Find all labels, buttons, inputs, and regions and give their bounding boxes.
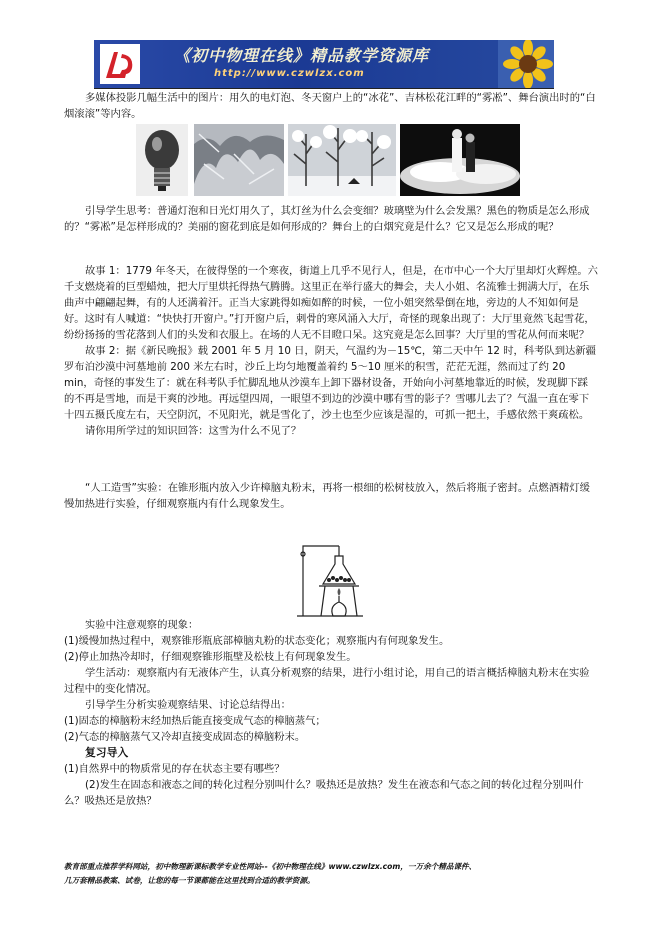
note-2: (2)停止加热冷却时，仔细观察锥形瓶壁及松枝上有何现象发生。 [64,651,357,663]
header-banner [94,40,554,88]
notes-title: 实验中注意观察的现象： [85,619,199,631]
photo-strip [136,124,520,196]
story-1-text: 故事 1：1779 年冬天，在彼得堡的一个寒夜，街道上几乎不见行人，但是，在市中心一个大厅里却灯火辉煌。六千支燃烧着的巨型蜡烛，把大厅里烘托得热气腾腾。这里正在举行盛大的舞会，夫人小姐、名流雅士拥满大厅，在乐曲声中翩翩起舞，有的人还满着汗。正当大家跳得如痴如醉的时候，一位小姐突然晕倒在地，旁边的人不知如何是好。这时有人喊道：“快快打开窗户。”打开窗户后，刺骨的寒风涌入大厅，奇怪的现象出现了：大厅里竟然飞起雪花，纷纷扬扬的雪花落到人们的头发和衣服上。在场的人无不目瞪口呆。这究竟是怎么回事？大厅里的雪花从何而来呢？ [64,265,598,341]
story-2-text: 故事 2：据《新民晚报》载 2001 年 5 月 10 日，阴天，气温约为－15℃，第二天中午 12 时，科考队到达新疆罗布泊沙漠中河墓地前 200 米左右时，沙丘上均匀地覆盖着约 5～10 厘米的积雪，茫茫无涯，然而过了约 20 min，奇怪的事发生了：就在科考队手忙脚乱地从沙漠车上卸下器材设备，开始向小河墓地靠近的时候，发现脚下踩的不再是雪地，而是干爽的沙地。再远望四周，一眼望不到边的沙漠中哪有雪的影子？雪哪儿去了？气温一直在零下十四五摄氏度左右，天空阴沉，不见阳光，就是雪化了，沙土也至少应该是湿的，可抓一把土，手感依然干爽疏松。 [64,345,596,421]
site-url[interactable]: http://www.czwlzx.com [214,68,365,79]
lightbulb-photo [136,124,188,196]
intro-text: 多媒体投影几幅生活中的图片：用久的电灯泡、冬天窗户上的“冰花”、吉林松花江畔的“雾凇”、舞台演出时的“白烟滚滚”等内容。 [64,92,596,120]
review-heading: 复习导入 [85,746,129,759]
intro-paragraph [64,90,598,122]
experiment-paragraph [64,480,598,512]
observation-block [64,617,598,809]
summary-intro: 引导学生分析实验观察结果、讨论总结得出： [85,699,291,711]
stage-smoke-photo [400,124,520,196]
summary-1: (1)固态的樟脑粉末经加热后能直接变成气态的樟脑蒸气； [64,715,326,727]
review-1: (1)自然界中的物质常见的存在状态主要有哪些？ [64,763,285,775]
review-2: (2)发生在固态和液态之间的转化过程分别叫什么？吸热还是放热？发生在液态和气态之间的转化过程分别叫什么？吸热还是放热？ [64,779,584,807]
experiment-apparatus-diagram [295,540,367,618]
site-logo-icon [100,44,140,84]
think-paragraph [64,203,598,235]
activity-text: 学生活动：观察瓶内有无液体产生，认真分析观察的结果，进行小组讨论，用自己的语言概括樟脑丸粉末在实验过程中的变化情况。 [64,667,590,695]
rime-trees-photo [288,124,396,196]
page-footer [64,860,604,888]
site-title: 《初中物理在线》精品教学资源库 [174,46,430,65]
think-text: 引导学生思考：普通灯泡和日光灯用久了，其灯丝为什么会变细？玻璃壁为什么会发黑？黑色的物质是怎么形成的？“雾凇”是怎样形成的？美丽的窗花到底是如何形成的？舞台上的白烟究竟是什么？它又是怎么形成的呢？ [64,205,590,233]
footer-line-1: 教育部重点推荐学科网站，初中物理新课标教学专业性网站--《初中物理在线》www.czwlzx.com，一万余个精品课件、 [64,862,477,871]
header-rule [94,88,554,89]
summary-2: (2)气态的樟脑蒸气又冷却直接变成固态的樟脑粉末。 [64,731,306,743]
note-1: (1)缓慢加热过程中，观察锥形瓶底部樟脑丸粉的状态变化；观察瓶内有何现象发生。 [64,635,450,647]
stories-block [64,263,598,439]
experiment-text: “人工造雪”实验：在锥形瓶内放入少许樟脑丸粉末，再将一根细的松树枝放入，然后将瓶子密封。点燃酒精灯缓慢加热进行实验，仔细观察瓶内有什么现象发生。 [64,482,590,510]
question-text: 请你用所学过的知识回答：这雪为什么不见了？ [85,425,302,437]
window-frost-photo [194,124,284,196]
sunflower-icon [498,40,554,88]
footer-line-2: 几万套精品教案、试卷，让您的每一节课都能在这里找到合适的教学资源。 [64,876,315,885]
